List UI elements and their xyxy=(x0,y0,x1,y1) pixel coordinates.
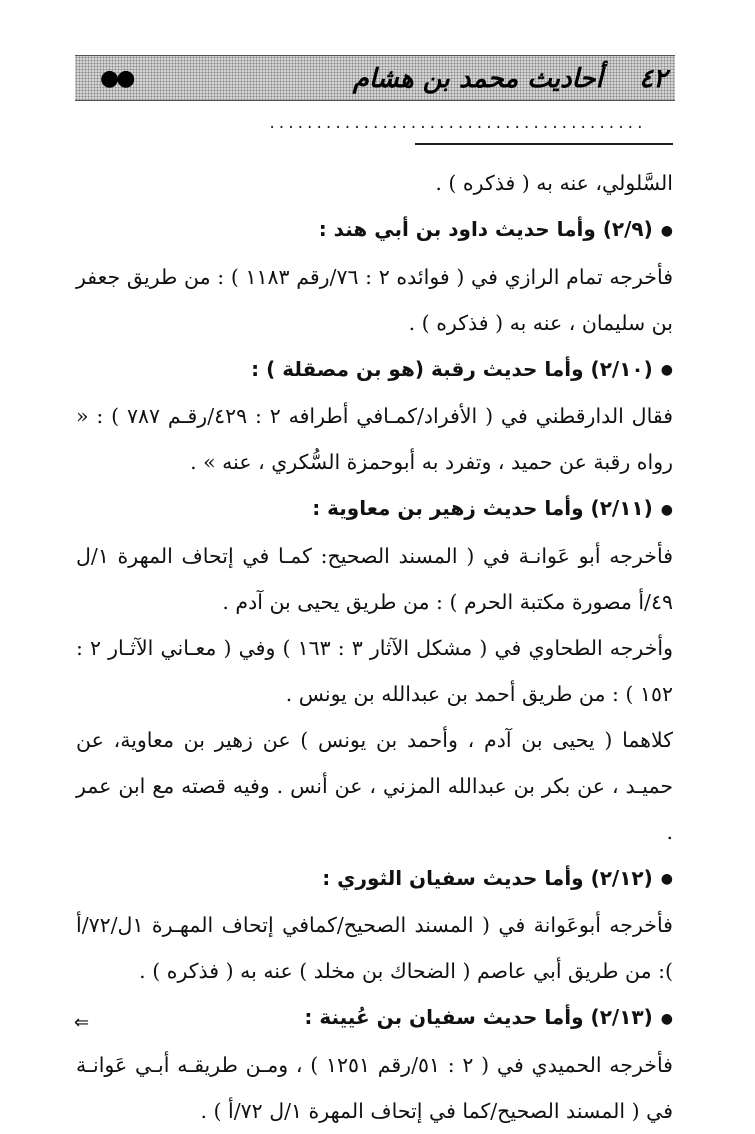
section-heading-text: (٢/٩) وأما حديث داود بن أبي هند : xyxy=(318,217,653,241)
body-paragraph: كلاهما ( يحيى بن آدم ، وأحمد بن يونس ) عن زهير بن معاوية، عن حميـد ، عن بكر بن عبدالله المزني ، عن أنس . وفيه قصته مع ابن عمر . xyxy=(76,727,673,844)
section-heading-text: (٢/١١) وأما حديث زهير بن معاوية : xyxy=(312,496,653,520)
continue-arrow-icon: ⇐ xyxy=(74,1012,90,1033)
book-title: أحاديث محمد بن هشام xyxy=(352,64,603,94)
page-number: ٤٢ xyxy=(639,64,667,94)
section-heading-text: (٢/١٣) وأما حديث سفيان بن عُيينة : xyxy=(304,1005,653,1029)
section-heading xyxy=(76,855,673,903)
ornament-icon: ●● xyxy=(100,66,133,91)
running-header xyxy=(353,64,667,94)
body-paragraph: وأخرجه الطحاوي في ( مشكل الآثار ٣ : ١٦٣ ) وفي ( معـاني الآثـار ٢ : ١٥٢ ) : من طريق أحمد بن عبدالله بن يونس . xyxy=(76,635,673,706)
section-heading xyxy=(76,485,673,533)
bullet-icon: ● xyxy=(660,1010,673,1027)
bullet-icon: ● xyxy=(660,362,673,378)
dotted-separator: ........................................ xyxy=(267,116,645,132)
body-paragraph: فأخرجه أبو عَوانـة في ( المسند الصحيح: كمـا في إتحاف المهرة ١/ل ٤٩/أ مصورة مكتبة الحرم ) : من طريق يحيى بن آدم . xyxy=(76,543,673,614)
bullet-icon: ● xyxy=(660,501,673,518)
body-paragraph: فقال الدارقطني في ( الأفراد/كمـافي أطرافه ٢ : ٤٢٩/رقـم ٧٨٧ ) : « رواه رقبة عن حميد ، وتفرد به أبوحمزة السُّكري ، عنه » . xyxy=(76,404,673,474)
section-heading-text: (٢/١٢) وأما حديث سفيان الثوري : xyxy=(322,865,653,890)
separator-rule xyxy=(415,143,673,145)
section-heading xyxy=(76,994,673,1042)
body-paragraph: فأخرجه تمام الرازي في ( فوائده ٢ : ٧٦/رقم ١١٨٣ ) : من طريق جعفر بن سليمان ، عنه به ( فذكره ) . xyxy=(76,264,674,335)
section-heading xyxy=(76,206,673,254)
section-heading xyxy=(76,346,673,394)
section-heading-text: (٢/١٠) وأما حديث رقبة (هو بن مصقلة ) : xyxy=(251,356,653,381)
page-body xyxy=(76,160,673,1134)
body-paragraph: فأخرجه الحميدي في ( ٢ : ٥١/رقم ١٢٥١ ) ، ومـن طريقـه أبـي عَوانـة في ( المسند الصحيح/كما في إتحاف المهرة ١/ل ٧٢/أ ) . xyxy=(76,1052,673,1123)
body-paragraph: فأخرجه أبوعَوانة في ( المسند الصحيح/كمافي إتحاف المهـرة ١ل/٧٢/أ ): من طريق أبي عاصم ( الضحاك بن مخلد ) عنه به ( فذكره ) . xyxy=(76,913,673,983)
body-paragraph: السَّلولي، عنه به ( فذكره ) . xyxy=(435,171,673,195)
bullet-icon: ● xyxy=(660,871,673,887)
bullet-icon: ● xyxy=(660,222,673,239)
